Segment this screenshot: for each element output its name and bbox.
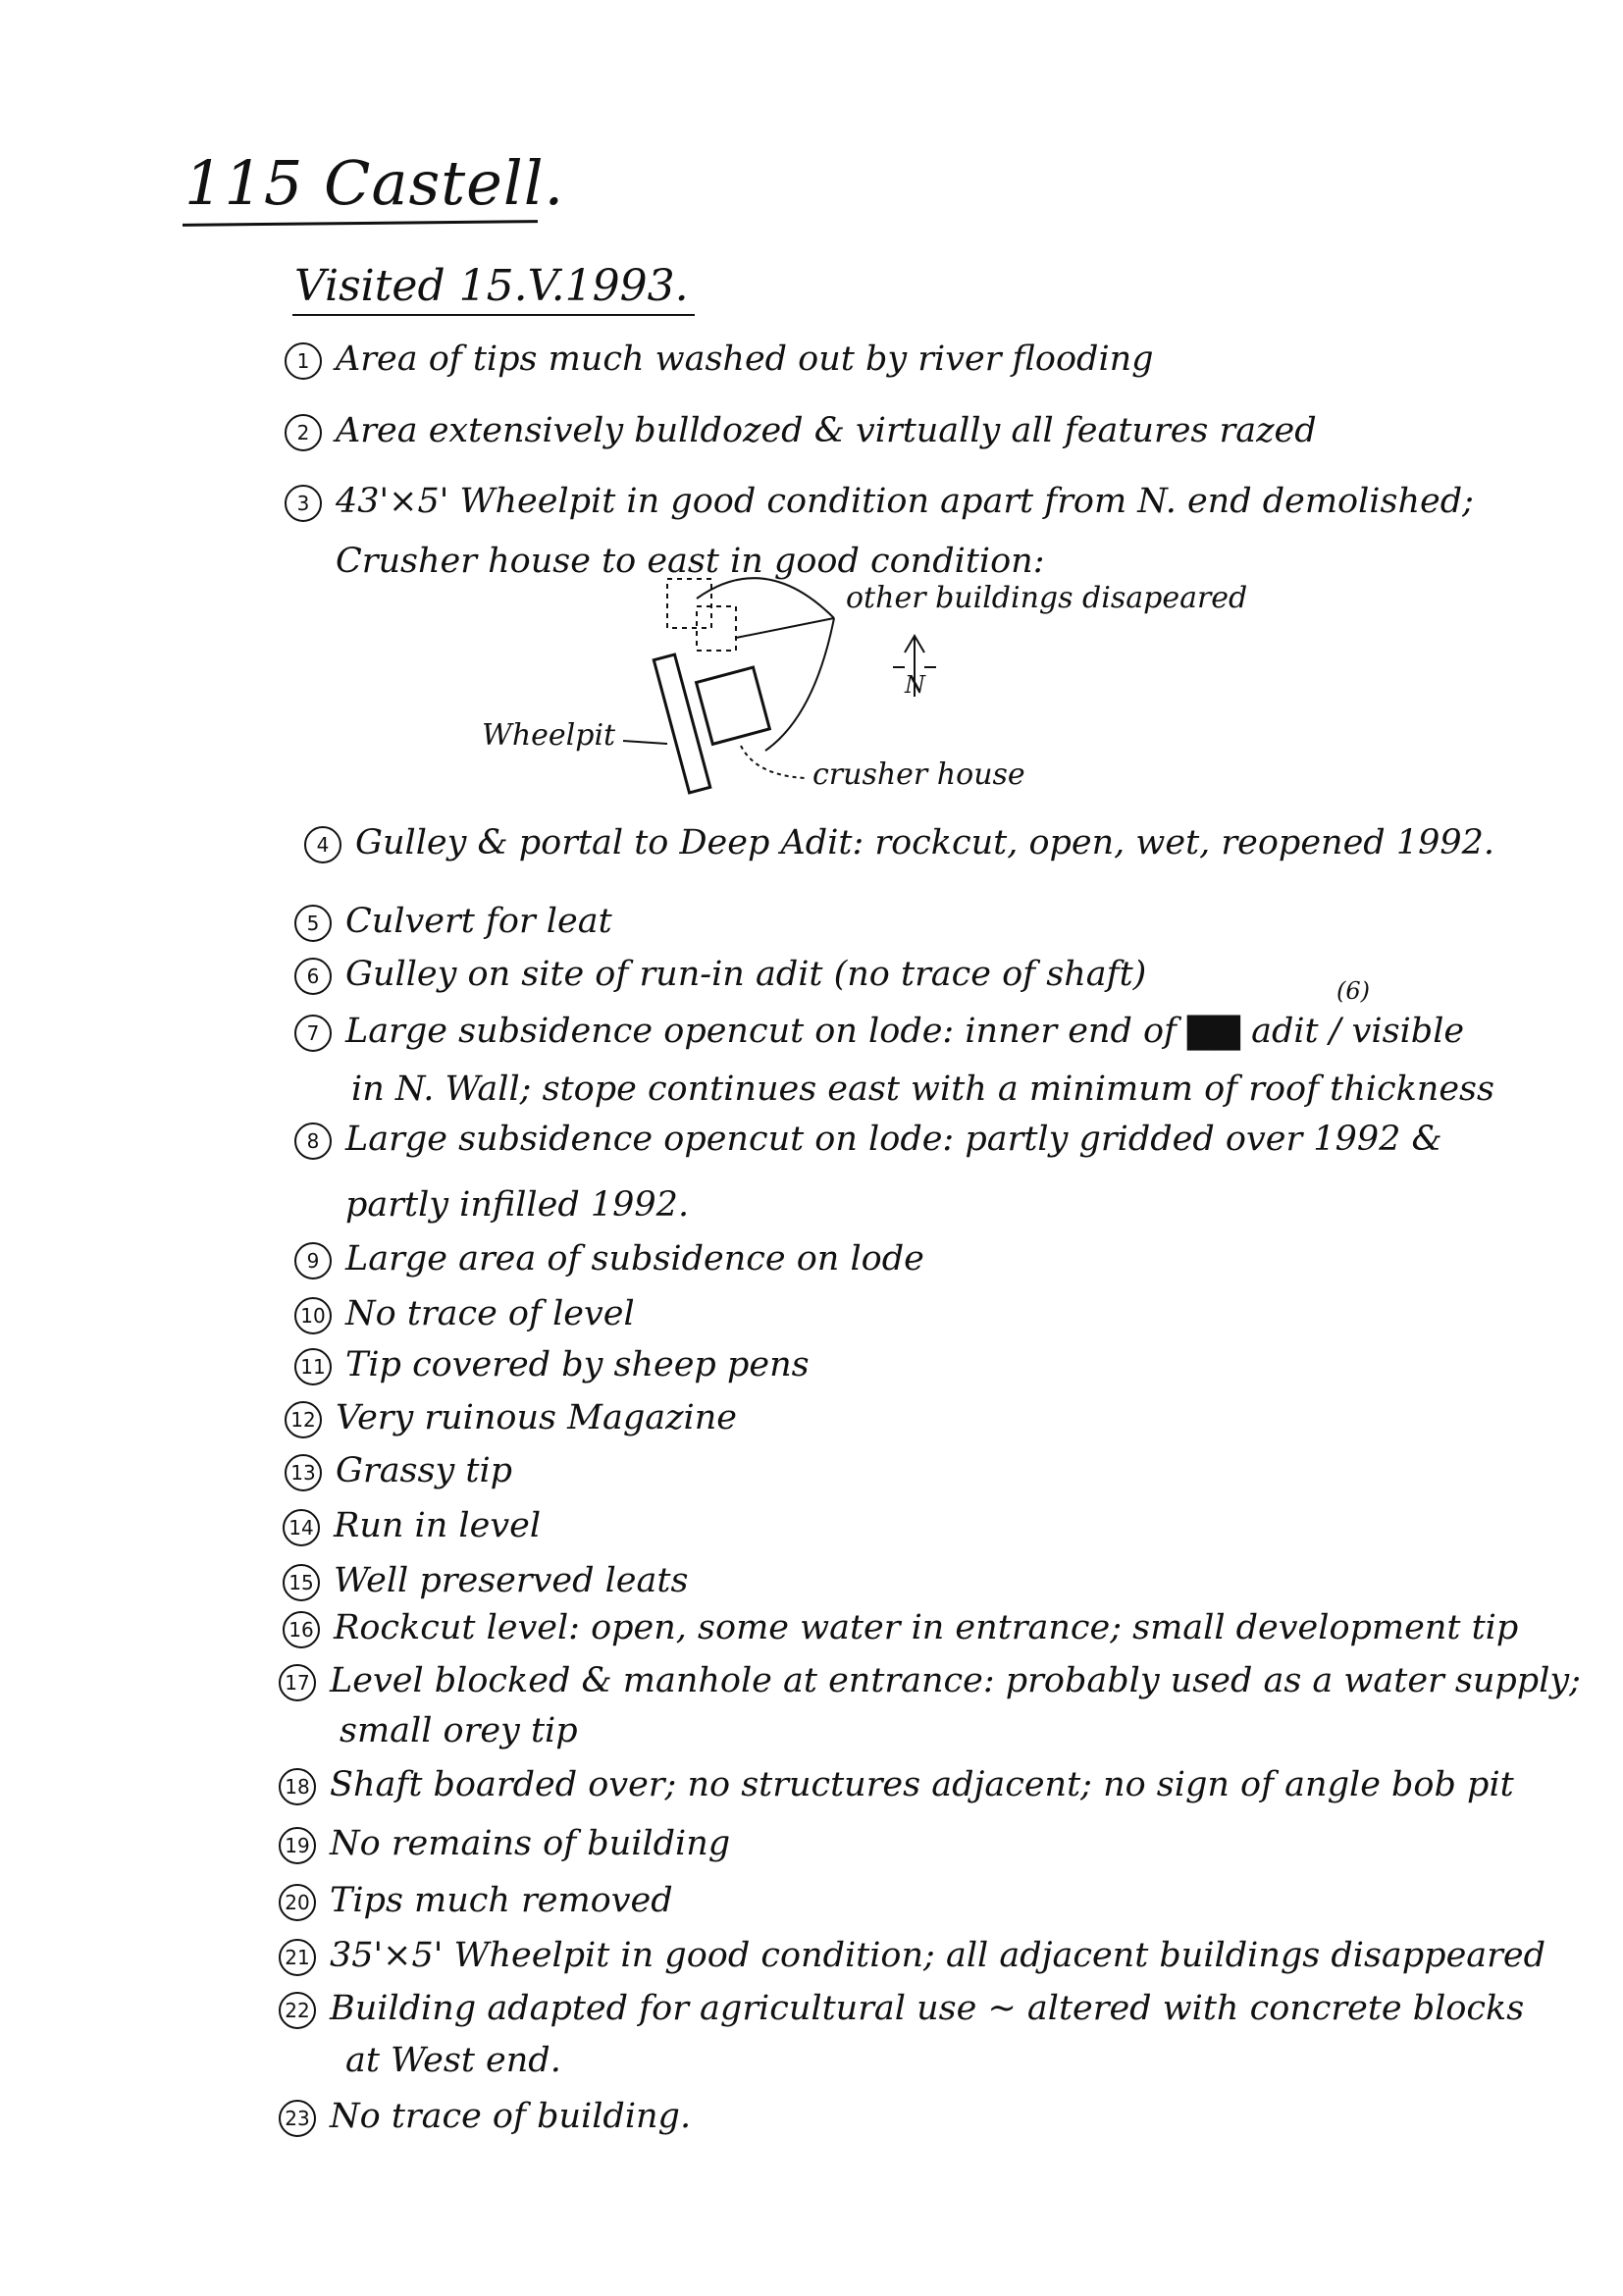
note-number: 10 <box>294 1297 332 1334</box>
note-text: Run in level <box>334 1506 542 1545</box>
note-5 <box>294 901 612 942</box>
note-6 <box>294 954 1146 995</box>
note-text: Gulley & portal to Deep Adit: rockcut, open, wet, reopened 1992. <box>355 823 1495 862</box>
note-text: No trace of level <box>345 1294 635 1333</box>
note-text: Large subsidence opencut on lode: inner end of ▇▇ adit / visible <box>345 1012 1465 1051</box>
note-text: Rockcut level: open, some water in entrance; small development tip <box>334 1608 1519 1647</box>
note-23 <box>279 2096 691 2137</box>
note-number: 11 <box>294 1348 332 1385</box>
note-16 <box>283 1607 1518 1648</box>
note-number: 19 <box>279 1827 316 1864</box>
note-text: Building adapted for agricultural use ~ altered with concrete blocks <box>330 1989 1525 2028</box>
sketch-label-wheelpit: Wheelpit <box>482 718 616 753</box>
page-title: 115 Castell. <box>184 147 565 219</box>
note-1 <box>285 339 1154 380</box>
note-text: Culvert for leat <box>345 902 612 941</box>
leader-line <box>623 741 667 744</box>
note-3 <box>285 481 1474 522</box>
note-text: 43'×5' Wheelpit in good condition apart from N. end demolished; <box>336 482 1474 521</box>
note-7 <box>294 1011 1464 1052</box>
note-17 <box>279 1660 1581 1701</box>
note-number: 8 <box>294 1122 332 1160</box>
note-number: 2 <box>285 414 322 451</box>
note-number: 14 <box>283 1509 320 1546</box>
note-20 <box>279 1880 673 1921</box>
note-8-continued: partly infilled 1992. <box>345 1185 690 1225</box>
note-number: 15 <box>283 1564 320 1601</box>
superscript-annotation: (6) <box>1336 977 1370 1005</box>
note-number: 1 <box>285 342 322 380</box>
note-number: 5 <box>294 905 332 942</box>
note-10 <box>294 1293 635 1334</box>
note-22-continued: at West end. <box>345 2041 561 2080</box>
note-number: 7 <box>294 1015 332 1052</box>
note-number: 16 <box>283 1611 320 1648</box>
note-text: Tip covered by sheep pens <box>345 1345 810 1384</box>
note-3-continued: Crusher house to east in good condition: <box>336 542 1045 581</box>
note-13 <box>285 1450 512 1491</box>
note-text: Well preserved leats <box>334 1561 689 1600</box>
note-14 <box>283 1505 541 1546</box>
note-text: Large area of subsidence on lode <box>345 1239 924 1278</box>
note-number: 12 <box>285 1401 322 1438</box>
note-number: 18 <box>279 1768 316 1805</box>
note-number: 20 <box>279 1884 316 1921</box>
note-15 <box>283 1560 688 1601</box>
crusher-house-shape <box>697 667 770 744</box>
note-text: Area extensively bulldozed & virtually all features razed <box>336 411 1317 450</box>
note-text: Very ruinous Magazine <box>336 1398 737 1437</box>
note-number: 6 <box>294 958 332 995</box>
note-12 <box>285 1397 737 1438</box>
sketch-label-crusher-house: crusher house <box>812 757 1025 792</box>
note-text: Level blocked & manhole at entrance: probably used as a water supply; <box>330 1661 1581 1700</box>
note-17-continued: small orey tip <box>340 1711 578 1750</box>
note-text: No remains of building <box>330 1824 731 1863</box>
note-number: 9 <box>294 1242 332 1279</box>
note-18 <box>279 1764 1514 1805</box>
note-2 <box>285 410 1317 451</box>
sketch-label-north: N <box>905 671 925 699</box>
note-21 <box>279 1935 1545 1976</box>
note-text: Shaft boarded over; no structures adjacent; no sign of angle bob pit <box>330 1765 1514 1804</box>
note-text: 35'×5' Wheelpit in good condition; all adjacent buildings disappeared <box>330 1936 1546 1975</box>
note-number: 17 <box>279 1664 316 1701</box>
leader-line <box>765 618 834 751</box>
title-underline <box>183 220 538 227</box>
leader-line <box>697 578 834 618</box>
note-22 <box>279 1988 1524 2029</box>
sketch-label-other-buildings: other buildings disapeared <box>846 581 1248 615</box>
note-4 <box>304 822 1494 863</box>
note-number: 3 <box>285 485 322 522</box>
note-11 <box>294 1344 810 1385</box>
note-text: Grassy tip <box>336 1451 513 1490</box>
visit-date-underline <box>292 314 695 316</box>
note-number: 21 <box>279 1939 316 1976</box>
disappeared-building-outline <box>667 579 711 628</box>
note-19 <box>279 1823 730 1864</box>
visit-date: Visited 15.V.1993. <box>294 261 689 311</box>
leader-line <box>736 618 834 638</box>
note-number: 23 <box>279 2100 316 2137</box>
note-number: 22 <box>279 1992 316 2029</box>
note-text: Area of tips much washed out by river flooding <box>336 339 1154 379</box>
note-9 <box>294 1238 924 1279</box>
leader-line <box>741 746 805 778</box>
wheelpit-shape <box>654 654 709 793</box>
note-8 <box>294 1119 1442 1160</box>
note-7-continued: in N. Wall; stope continues east with a minimum of roof thickness <box>351 1070 1494 1109</box>
note-text: Large subsidence opencut on lode: partly gridded over 1992 & <box>345 1120 1442 1159</box>
note-text: Gulley on site of run-in adit (no trace of shaft) <box>345 955 1147 994</box>
note-number: 13 <box>285 1454 322 1491</box>
note-number: 4 <box>304 826 341 863</box>
note-text: Tips much removed <box>330 1881 673 1920</box>
note-text: No trace of building. <box>330 2097 692 2136</box>
